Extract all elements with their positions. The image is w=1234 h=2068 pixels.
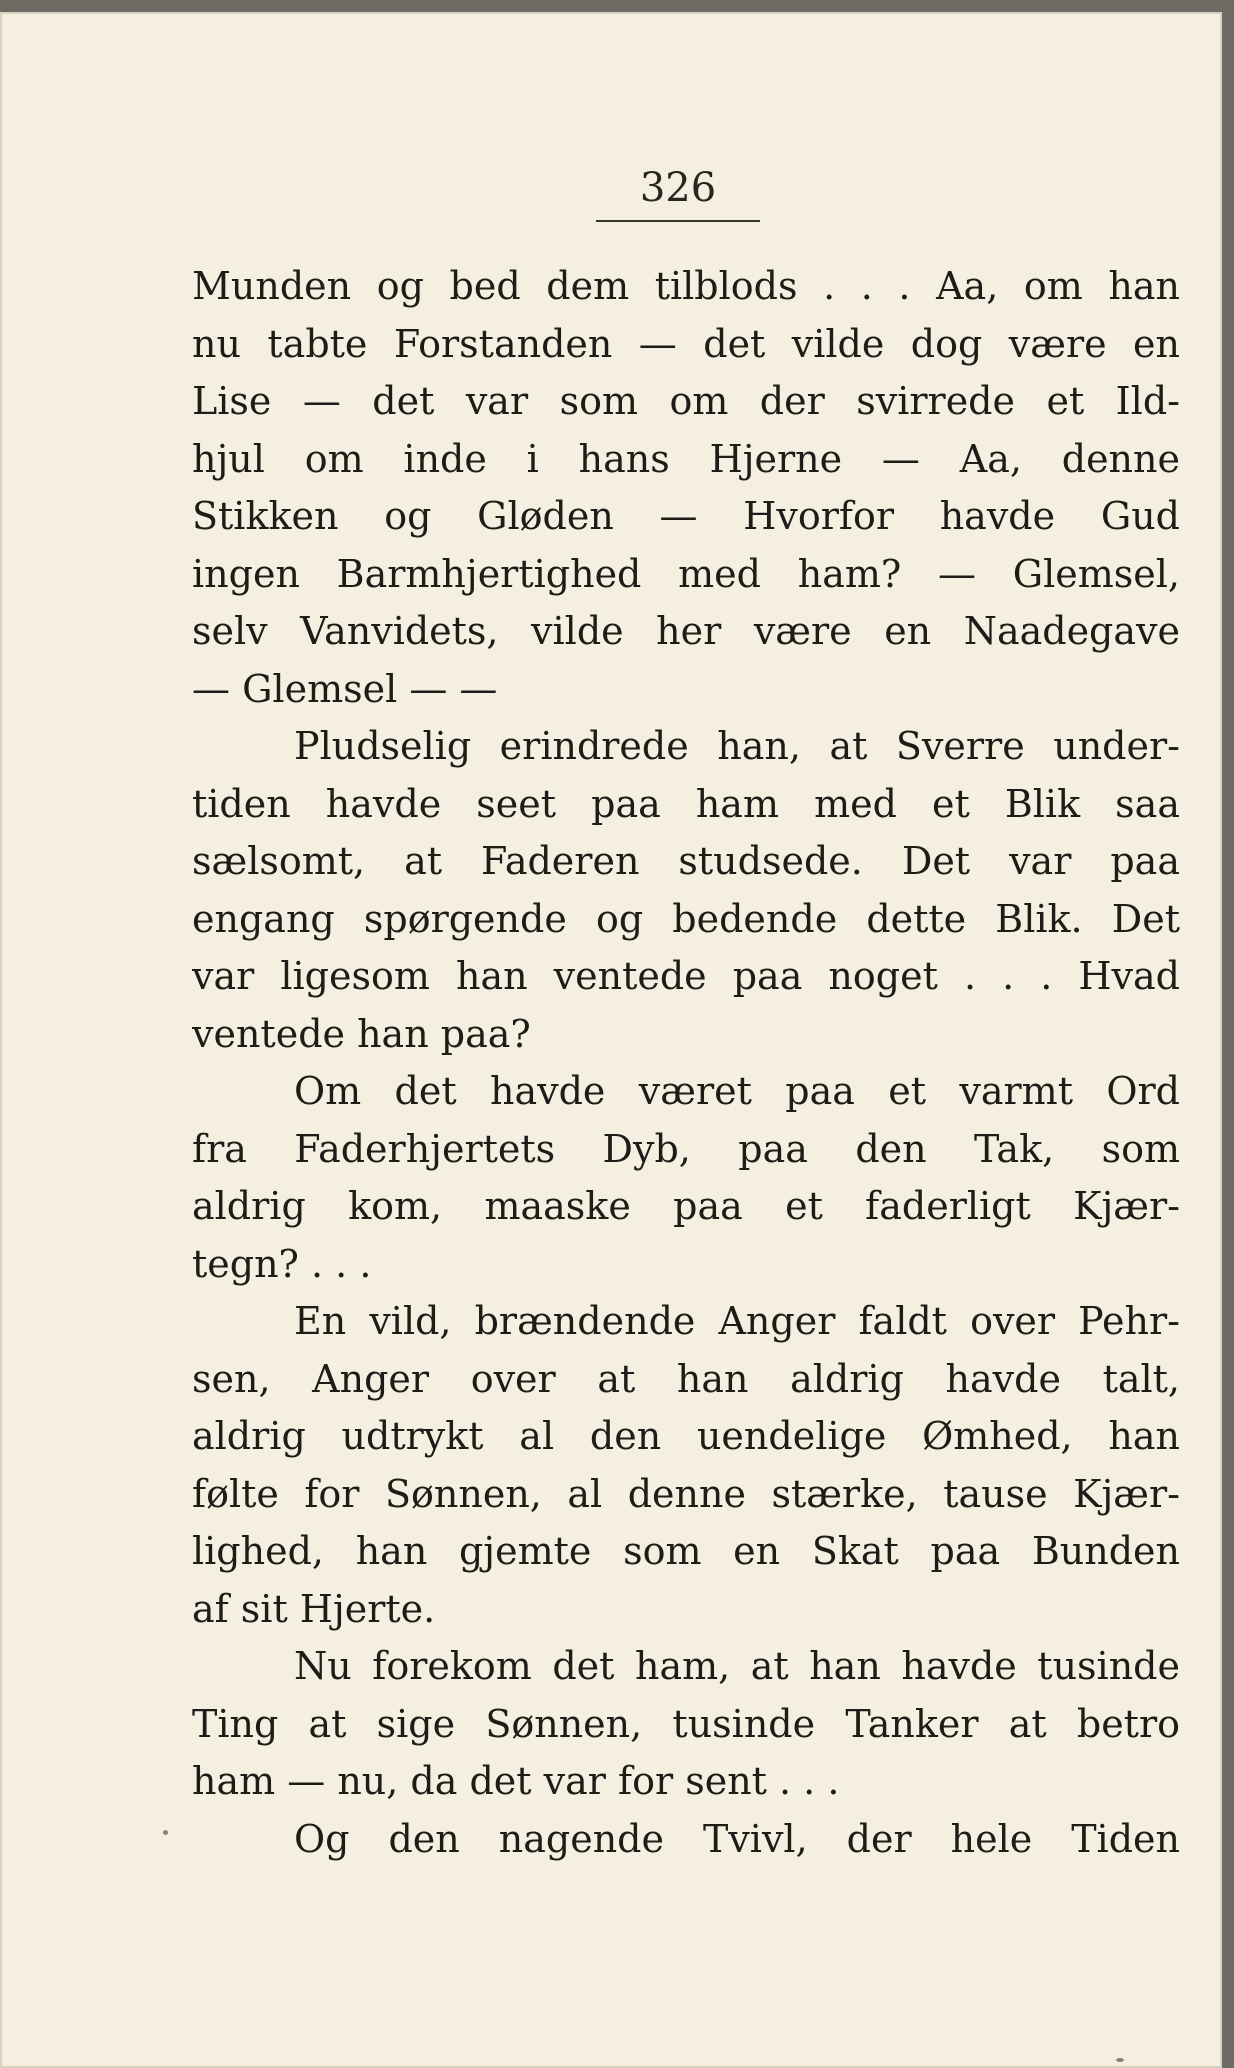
text-line: ham — nu, da det var for sent . . .: [192, 1759, 840, 1803]
text-line: selv Vanvidets, vilde her være en Naadegave: [192, 609, 1180, 653]
paper-speck: [163, 1830, 168, 1835]
header-rule: [596, 220, 760, 222]
text-line: hjul om inde i hans Hjerne — Aa, denne: [192, 436, 1180, 481]
text-line: Pludselig erindrede han, at Sverre under-: [294, 724, 1180, 768]
text-line: aldrig udtrykt al den uendelige Ømhed, han: [192, 1414, 1180, 1458]
text-line: engang spørgende og bedende dette Blik. Det: [192, 896, 1180, 941]
text-line: — Glemsel — —: [192, 666, 498, 711]
paragraph: [192, 1811, 1180, 1869]
paragraph: [192, 1638, 1180, 1811]
text-line: følte for Sønnen, al denne stærke, tause Kjær-: [192, 1471, 1180, 1516]
text-line: En vild, brændende Anger faldt over Pehr-: [294, 1299, 1180, 1343]
text-line: Ting at sige Sønnen, tusinde Tanker at betro: [192, 1701, 1180, 1746]
text-line: Lise — det var som om der svirrede et Ild-: [192, 379, 1180, 423]
text-line: Om det havde været paa et varmt Ord: [294, 1069, 1180, 1113]
text-line: sælsomt, at Faderen studsede. Det var paa: [192, 839, 1180, 883]
text-line: Stikken og Gløden — Hvorfor havde Gud: [192, 494, 1180, 538]
paragraph: [192, 1063, 1180, 1293]
page-number: 326: [639, 165, 717, 211]
text-line: Og den nagende Tvivl, der hele Tiden: [294, 1816, 1180, 1861]
text-line: ventede han paa?: [192, 1011, 531, 1056]
text-line: lighed, han gjemte som en Skat paa Bunden: [192, 1529, 1180, 1573]
text-line: sen, Anger over at han aldrig havde talt,: [192, 1356, 1180, 1401]
paragraph: [192, 718, 1180, 1063]
paragraph: [192, 1293, 1180, 1638]
text-line: fra Faderhjertets Dyb, paa den Tak, som: [192, 1126, 1180, 1171]
page-header: [596, 160, 760, 222]
text-line: Nu forekom det ham, at han havde tusinde: [294, 1644, 1180, 1688]
text-line: nu tabte Forstanden — det vilde dog være en: [192, 321, 1180, 366]
paper-speck: [1116, 2058, 1124, 2062]
paragraph: [192, 258, 1180, 718]
text-line: aldrig kom, maaske paa et faderligt Kjær-: [192, 1184, 1180, 1228]
text-line: af sit Hjerte.: [192, 1586, 436, 1631]
book-page: [0, 12, 1222, 2068]
text-line: var ligesom han ventede paa noget . . . Hvad: [192, 954, 1180, 998]
text-line: tegn? . . .: [192, 1241, 372, 1286]
text-body: [192, 258, 1180, 1868]
text-line: Munden og bed dem tilblods . . . Aa, om han: [192, 264, 1180, 308]
text-line: tiden havde seet paa ham med et Blik saa: [192, 781, 1180, 826]
text-line: ingen Barmhjertighed med ham? — Glemsel,: [192, 551, 1180, 596]
